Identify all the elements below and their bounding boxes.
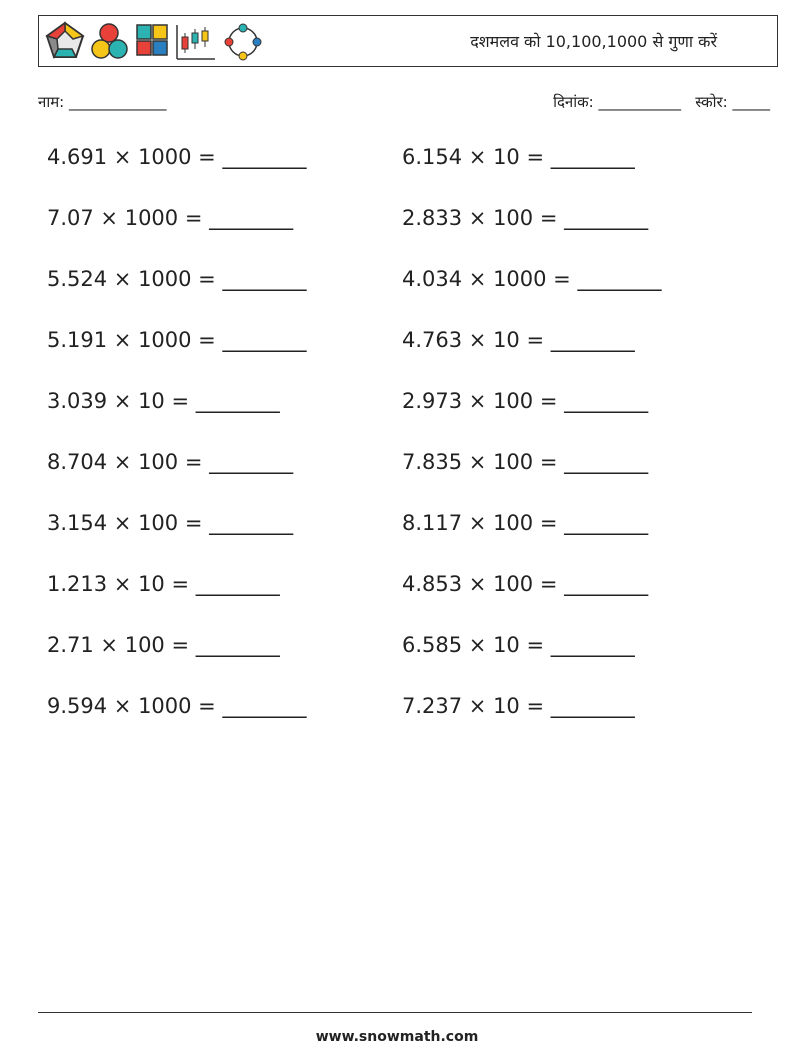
puzzle-icon — [137, 25, 167, 55]
candlestick-chart-icon — [177, 25, 215, 59]
problem-item: 6.154 × 10 = ________ — [402, 145, 635, 169]
header-box — [38, 15, 778, 67]
problem-item: 4.763 × 10 = ________ — [402, 328, 635, 352]
footer-divider — [38, 1012, 752, 1013]
problem-item: 7.07 × 1000 = ________ — [47, 206, 294, 230]
people-cycle-icon — [225, 24, 261, 60]
problem-item: 5.524 × 1000 = ________ — [47, 267, 307, 291]
problem-item: 5.191 × 1000 = ________ — [47, 328, 307, 352]
problem-item: 3.154 × 100 = ________ — [47, 511, 294, 535]
problem-item: 4.034 × 1000 = ________ — [402, 267, 662, 291]
name-field: नाम: _____________ — [38, 93, 167, 111]
footer-url: www.snowmath.com — [315, 1029, 479, 1045]
problem-item: 8.704 × 100 = ________ — [47, 450, 294, 474]
problem-item: 3.039 × 10 = ________ — [47, 389, 280, 413]
date-score-fields — [553, 92, 770, 112]
problem-item: 7.237 × 10 = ________ — [402, 694, 635, 718]
pentagon-icon — [47, 23, 83, 57]
problem-item: 8.117 × 100 = ________ — [402, 511, 649, 535]
problem-item: 9.594 × 1000 = ________ — [47, 694, 307, 718]
worksheet-title: दशमलव को 10,100,1000 से गुणा करें — [470, 32, 717, 51]
problem-item: 1.213 × 10 = ________ — [47, 572, 280, 596]
score-field: स्कोर: _____ — [695, 93, 770, 111]
problem-item: 7.835 × 100 = ________ — [402, 450, 649, 474]
problem-item: 6.585 × 10 = ________ — [402, 633, 635, 657]
date-field: दिनांक: ___________ — [553, 93, 681, 111]
problem-item: 2.71 × 100 = ________ — [47, 633, 280, 657]
problem-item: 2.833 × 100 = ________ — [402, 206, 649, 230]
problem-item: 2.973 × 100 = ________ — [402, 389, 649, 413]
problem-item: 4.691 × 1000 = ________ — [47, 145, 307, 169]
circles-icon — [92, 24, 127, 58]
logo-strip — [43, 19, 273, 65]
problem-item: 4.853 × 100 = ________ — [402, 572, 649, 596]
